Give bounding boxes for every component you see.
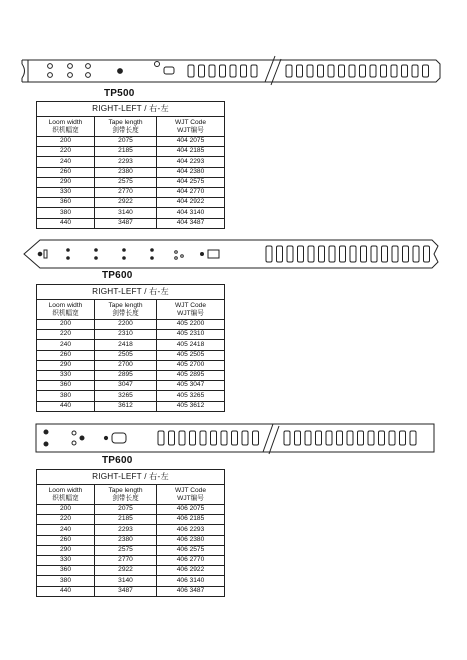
slot-hole [316,431,322,445]
model-label: TP600 [102,455,133,466]
header-wjt-code: WJT Code WJT编号 [157,300,225,320]
slot-hole [371,246,377,262]
cell-tape-length: 3487 [95,218,157,228]
cell-tape-length: 3265 [95,391,157,401]
slot-hole [230,65,236,77]
cell-loom-width: 220 [37,330,95,340]
cell-tape-length: 2895 [95,370,157,380]
slot-hole [305,431,311,445]
cell-wjt-code: 406 2185 [157,515,225,525]
cell-loom-width: 330 [37,187,95,197]
slot-hole [379,431,385,445]
cell-loom-width: 240 [37,340,95,350]
cell-wjt-code: 406 3487 [157,586,225,596]
model-label: TP600 [102,270,133,281]
cell-tape-length: 2075 [95,137,157,147]
slot-hole [199,65,205,77]
cell-wjt-code: 406 3140 [157,576,225,586]
slot-hole [423,65,429,77]
cell-tape-length: 2770 [95,555,157,565]
table-row [37,515,225,525]
slot-hole [287,246,293,262]
cell-tape-length: 2505 [95,350,157,360]
cell-wjt-code: 405 2505 [157,350,225,360]
table-row [37,147,225,157]
cell-loom-width: 220 [37,515,95,525]
slot-hole [200,431,206,445]
cell-wjt-code: 405 2200 [157,320,225,330]
model-label: TP500 [104,88,135,99]
table-row [37,177,225,187]
cell-loom-width: 360 [37,566,95,576]
cell-tape-length: 3140 [95,576,157,586]
cell-wjt-code: 404 2770 [157,187,225,197]
slot-hole [308,246,314,262]
cell-loom-width: 240 [37,157,95,167]
cell-wjt-code: 404 2185 [157,147,225,157]
spec-table [36,101,225,229]
table-row [37,555,225,565]
cell-wjt-code: 406 2922 [157,566,225,576]
cell-wjt-code: 404 2922 [157,198,225,208]
slot-hole [389,431,395,445]
slot-hole [391,65,397,77]
table-caption: RIGHT-LEFT / 右-左 [37,285,225,300]
header-tape-length: Tape length 剑带长度 [95,117,157,137]
cell-loom-width: 380 [37,391,95,401]
cell-loom-width: 260 [37,167,95,177]
slot-hole [297,65,303,77]
cell-wjt-code: 405 2700 [157,360,225,370]
cell-loom-width: 440 [37,586,95,596]
slot-hole [242,431,248,445]
cell-tape-length: 2575 [95,545,157,555]
slot-hole [286,65,292,77]
cell-tape-length: 3047 [95,381,157,391]
header-tape-length: Tape length 剑带长度 [95,485,157,505]
table-row [37,187,225,197]
cell-loom-width: 260 [37,535,95,545]
cell-loom-width: 290 [37,177,95,187]
tape-drawing-tp500 [0,52,467,92]
cell-loom-width: 330 [37,555,95,565]
slot-hole [298,246,304,262]
cell-wjt-code: 406 2075 [157,505,225,515]
cell-tape-length: 2293 [95,157,157,167]
spec-table [36,284,225,412]
slot-hole [413,246,419,262]
cell-wjt-code: 404 2293 [157,157,225,167]
cell-tape-length: 2380 [95,167,157,177]
table-row [37,350,225,360]
slot-hole [326,431,332,445]
table-caption: RIGHT-LEFT / 右-左 [37,470,225,485]
slot-hole [190,431,196,445]
cell-tape-length: 2185 [95,515,157,525]
slot-hole [329,246,335,262]
slot-hole [169,431,175,445]
slot-hole [253,431,259,445]
cell-loom-width: 240 [37,525,95,535]
header-wjt-code: WJT Code WJT编号 [157,117,225,137]
slot-hole [251,65,257,77]
slot-hole [284,431,290,445]
cell-wjt-code: 404 2575 [157,177,225,187]
cell-loom-width: 260 [37,350,95,360]
cell-loom-width: 330 [37,370,95,380]
slot-hole [368,431,374,445]
slot-hole [412,65,418,77]
cell-wjt-code: 406 2770 [157,555,225,565]
table-row [37,525,225,535]
table-row [37,576,225,586]
table-row [37,198,225,208]
slot-hole [339,65,345,77]
table-row [37,330,225,340]
cell-tape-length: 2418 [95,340,157,350]
table-row [37,535,225,545]
slot-hole [392,246,398,262]
slot-hole [266,246,272,262]
table-row [37,137,225,147]
cell-loom-width: 290 [37,360,95,370]
cell-tape-length: 2075 [95,505,157,515]
table-row [37,586,225,596]
slot-hole [307,65,313,77]
table-row [37,208,225,218]
slot-hole [349,65,355,77]
cell-wjt-code: 404 3140 [157,208,225,218]
header-wjt-code: WJT Code WJT编号 [157,485,225,505]
cell-loom-width: 380 [37,576,95,586]
cell-loom-width: 200 [37,320,95,330]
table-row [37,340,225,350]
cell-loom-width: 440 [37,218,95,228]
header-loom-width: Loom width 织机幅宽 [37,485,95,505]
cell-tape-length: 3612 [95,401,157,411]
slot-hole [340,246,346,262]
slot-hole [295,431,301,445]
tape-drawing-tp600 [0,236,467,272]
table-row [37,505,225,515]
slot-hole [337,431,343,445]
slot-hole [211,431,217,445]
slot-hole [277,246,283,262]
cell-loom-width: 220 [37,147,95,157]
slot-hole [209,65,215,77]
cell-tape-length: 2700 [95,360,157,370]
slot-hole [381,65,387,77]
cell-tape-length: 2293 [95,525,157,535]
cell-wjt-code: 405 3265 [157,391,225,401]
cell-tape-length: 2185 [95,147,157,157]
slot-hole [179,431,185,445]
slot-hole [360,65,366,77]
cell-wjt-code: 405 2895 [157,370,225,380]
slot-hole [350,246,356,262]
table-row [37,566,225,576]
table-row [37,401,225,411]
cell-tape-length: 2922 [95,198,157,208]
cell-wjt-code: 405 2310 [157,330,225,340]
slot-hole [402,65,408,77]
cell-wjt-code: 406 2293 [157,525,225,535]
cell-loom-width: 200 [37,137,95,147]
cell-tape-length: 2380 [95,535,157,545]
cell-tape-length: 2310 [95,330,157,340]
slot-hole [358,431,364,445]
header-loom-width: Loom width 织机幅宽 [37,300,95,320]
slot-hole [220,65,226,77]
cell-wjt-code: 404 2075 [157,137,225,147]
cell-tape-length: 3487 [95,586,157,596]
cell-loom-width: 290 [37,545,95,555]
slot-hole [403,246,409,262]
cell-tape-length: 2922 [95,566,157,576]
header-loom-width: Loom width 织机幅宽 [37,117,95,137]
table-row [37,370,225,380]
slot-hole [382,246,388,262]
table-row [37,545,225,555]
slot-hole [400,431,406,445]
tape-drawing-tp600-second [0,420,467,456]
slot-hole [410,431,416,445]
slot-hole [361,246,367,262]
cell-tape-length: 2200 [95,320,157,330]
cell-wjt-code: 406 2380 [157,535,225,545]
cell-wjt-code: 406 2575 [157,545,225,555]
cell-wjt-code: 405 3047 [157,381,225,391]
header-tape-length: Tape length 剑带长度 [95,300,157,320]
cell-loom-width: 360 [37,198,95,208]
table-row [37,391,225,401]
slot-hole [188,65,194,77]
slot-hole [424,246,430,262]
table-row [37,360,225,370]
slot-hole [318,65,324,77]
slot-hole [241,65,247,77]
table-row [37,218,225,228]
cell-wjt-code: 405 3612 [157,401,225,411]
cell-wjt-code: 405 2418 [157,340,225,350]
cell-loom-width: 440 [37,401,95,411]
slot-hole [232,431,238,445]
slot-hole [370,65,376,77]
cell-loom-width: 200 [37,505,95,515]
cell-loom-width: 380 [37,208,95,218]
table-row [37,381,225,391]
table-caption: RIGHT-LEFT / 右-左 [37,102,225,117]
table-row [37,167,225,177]
spec-table [36,469,225,597]
cell-tape-length: 2770 [95,187,157,197]
table-row [37,157,225,167]
cell-tape-length: 2575 [95,177,157,187]
slot-hole [328,65,334,77]
cell-loom-width: 360 [37,381,95,391]
cell-wjt-code: 404 2380 [157,167,225,177]
cell-wjt-code: 404 3487 [157,218,225,228]
slot-hole [221,431,227,445]
slot-hole [319,246,325,262]
slot-hole [347,431,353,445]
slot-hole [158,431,164,445]
cell-tape-length: 3140 [95,208,157,218]
table-row [37,320,225,330]
